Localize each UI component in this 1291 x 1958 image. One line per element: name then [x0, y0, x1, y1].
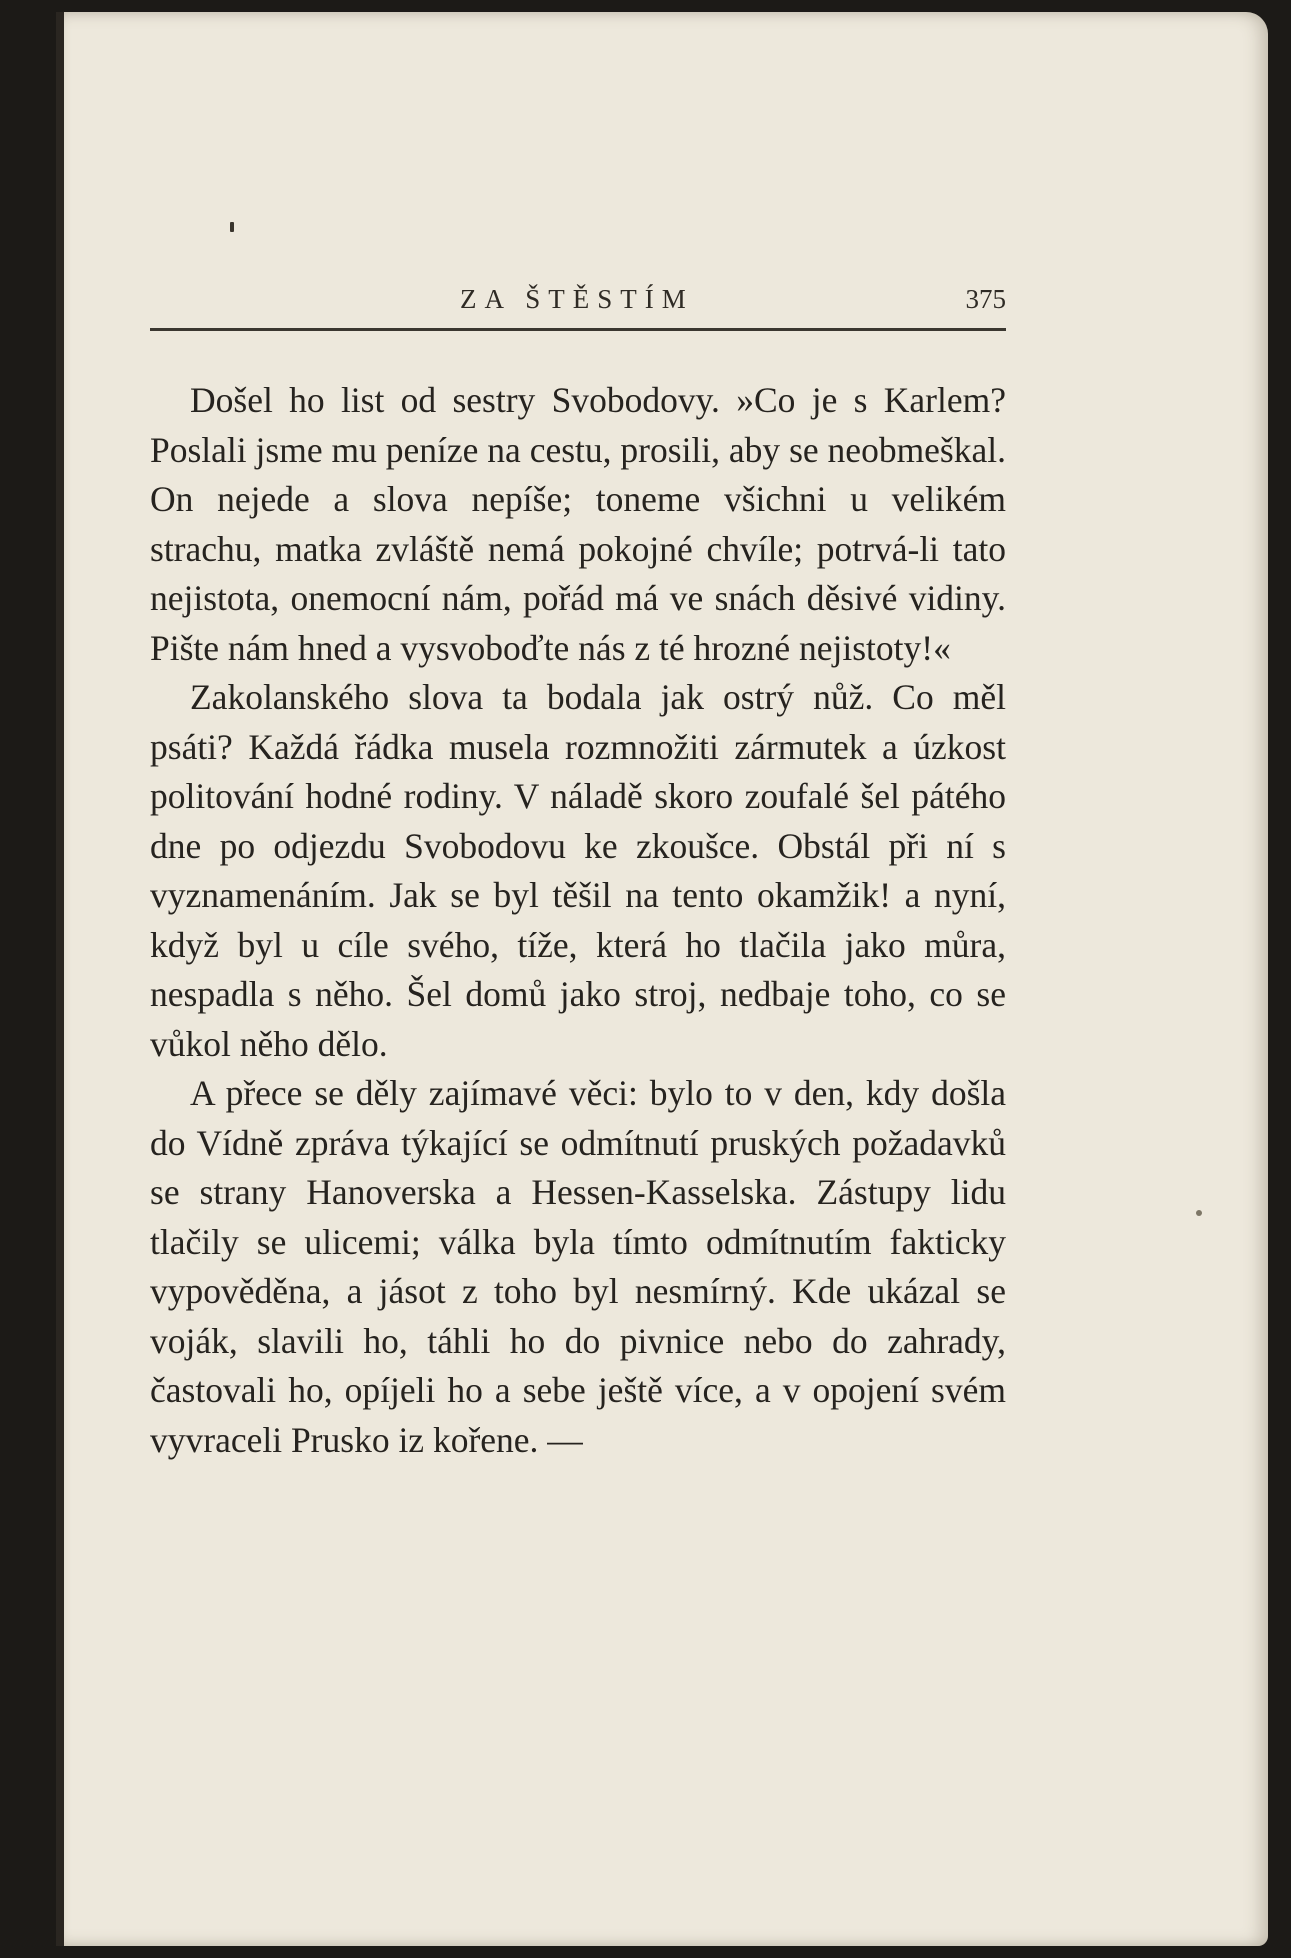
ink-mark [230, 222, 234, 232]
paper-speck [1196, 1210, 1202, 1216]
page-number: 375 [965, 284, 1006, 314]
paragraph-3: A přece se děly zajímavé věci: bylo to v den, kdy došla do Vídně zpráva týkající se odmítnutí pruských požadavků se strany Hanoverska a Hessen-Kasselska. Zástupy lidu tlačily se ulicemi; válka byla tímto odmítnutím fakticky vypověděna, a jásot z toho byl nesmírný. Kde ukázal se voják, slavili ho, táhli ho do pivnice nebo do zahrady, častovali ho, opíjeli ho a sebe ještě více, a v opojení svém vyvraceli Prusko iz kořene. — [150, 1073, 1006, 1460]
body-text [150, 376, 1006, 1465]
paragraph-2: Zakolanského slova ta bodala jak ostrý nůž. Co měl psáti? Každá řádka musela rozmnožiti zármutek a úzkost politování hodné rodiny. V náladě skoro zoufalé šel pátého dne po odjezdu Svobodovu ke zkoušce. Obstál při ní s vyznamenáním. Jak se byl těšil na tento okamžik! a nyní, když byl u cíle svého, tíže, která ho tlačila jako můra, nespadla s něho. Šel domů jako stroj, nedbaje toho, co se vůkol něho dělo. [150, 677, 1006, 1064]
page-header [150, 280, 1006, 331]
gutter-shadow [56, 12, 64, 1946]
paragraph-1: Došel ho list od sestry Svobodovy. »Co je s Karlem? Poslali jsme mu peníze na cestu, prosili, aby se neobmeškal. On nejede a slova nepíše; toneme všichni u velikém strachu, matka zvláště nemá pokojné chvíle; potrvá-li tato nejistota, onemocní nám, pořád má ve snách děsivé vidiny. Pište nám hned a vysvoboďte nás z té hrozné nejistoty!« [150, 380, 1006, 668]
running-title: ZA ŠTĚSTÍM [460, 284, 694, 314]
